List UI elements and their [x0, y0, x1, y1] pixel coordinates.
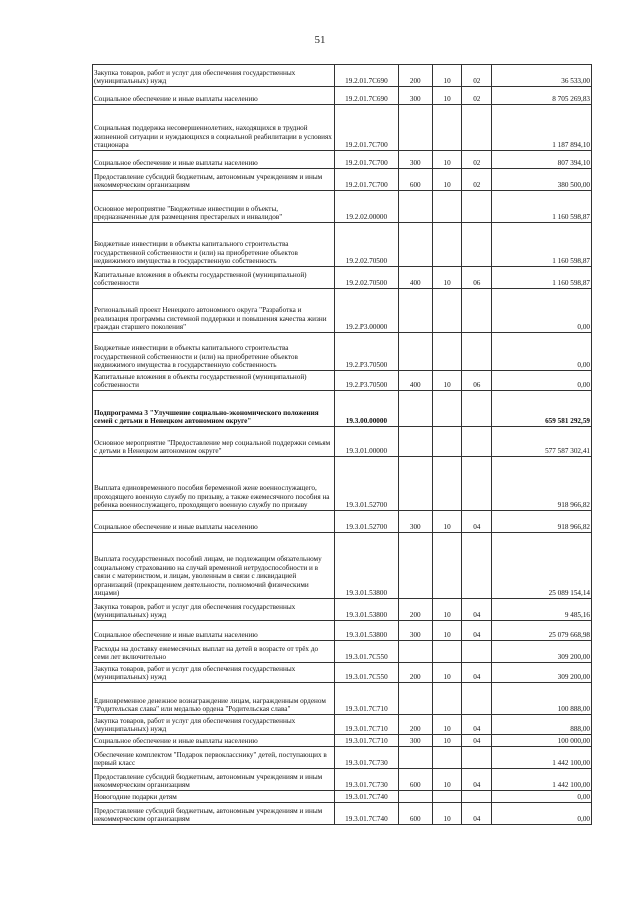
table-row [93, 169, 592, 191]
target-code-cell: 19.2.01.7С700 [335, 105, 399, 151]
target-code-cell: 19.2.01.7С700 [335, 169, 399, 191]
expense-name-cell: Выплата единовременного пособия беременной жене военнослужащего, проходящего военную службу по призыву, а также ежемесячного пособия на ребенка военнослужащего, проходящего военную службу по призыву [93, 457, 335, 511]
expense-name-cell: Закупка товаров, работ и услуг для обеспечения государственных (муниципальных) нужд [93, 599, 335, 621]
section-cell [432, 223, 462, 267]
amount-cell: 0,00 [492, 791, 592, 803]
expense-type-cell: 300 [398, 621, 432, 641]
expense-name-cell: Выплата государственных пособий лицам, не подлежащим обязательному социальному страхованию на случай временной нетрудоспособности и в связи с материнством, и лицам, уволенным в связи с ликвидацией организаций (прекращением деятельности, полномочий физическими лицами) [93, 533, 335, 599]
expense-type-cell: 300 [398, 735, 432, 747]
table-row [93, 371, 592, 391]
amount-cell: 1 160 598,87 [492, 191, 592, 223]
table-row [93, 747, 592, 769]
subsection-cell [462, 333, 492, 371]
subsection-cell: 02 [462, 151, 492, 169]
amount-cell: 25 089 154,14 [492, 533, 592, 599]
section-cell [432, 533, 462, 599]
table-row [93, 511, 592, 533]
target-code-cell: 19.3.01.7С710 [335, 683, 399, 715]
expense-type-cell: 600 [398, 169, 432, 191]
budget-table [92, 64, 592, 825]
expense-type-cell [398, 391, 432, 427]
amount-cell: 577 587 302,41 [492, 427, 592, 457]
section-cell: 10 [432, 663, 462, 683]
subsection-cell [462, 391, 492, 427]
table-row [93, 391, 592, 427]
subsection-cell [462, 791, 492, 803]
section-cell: 10 [432, 599, 462, 621]
amount-cell: 1 160 598,87 [492, 267, 592, 289]
subsection-cell: 06 [462, 371, 492, 391]
table-row [93, 641, 592, 663]
expense-name-cell: Социальное обеспечение и иные выплаты населению [93, 735, 335, 747]
expense-name-cell: Социальное обеспечение и иные выплаты населению [93, 87, 335, 105]
target-code-cell: 19.2.02.70500 [335, 223, 399, 267]
expense-type-cell: 200 [398, 65, 432, 87]
subsection-cell [462, 191, 492, 223]
section-cell: 10 [432, 715, 462, 735]
table-row [93, 457, 592, 511]
target-code-cell: 19.2.02.00000 [335, 191, 399, 223]
subsection-cell [462, 427, 492, 457]
expense-name-cell: Бюджетные инвестиции в объекты капитального строительства государственной собственности и (или) на приобретение объектов недвижимого имущества в государственную собственность [93, 333, 335, 371]
table-row [93, 87, 592, 105]
expense-type-cell [398, 333, 432, 371]
table-row [93, 191, 592, 223]
target-code-cell: 19.3.01.7С730 [335, 769, 399, 791]
subsection-cell [462, 289, 492, 333]
target-code-cell: 19.3.01.53800 [335, 533, 399, 599]
expense-name-cell: Закупка товаров, работ и услуг для обеспечения государственных (муниципальных) нужд [93, 663, 335, 683]
expense-type-cell [398, 427, 432, 457]
table-row [93, 427, 592, 457]
expense-name-cell: Социальное обеспечение и иные выплаты населению [93, 151, 335, 169]
expense-name-cell: Закупка товаров, работ и услуг для обеспечения государственных (муниципальных) нужд [93, 65, 335, 87]
section-cell [432, 457, 462, 511]
section-cell: 10 [432, 65, 462, 87]
expense-type-cell [398, 457, 432, 511]
expense-type-cell: 300 [398, 511, 432, 533]
table-row [93, 223, 592, 267]
target-code-cell: 19.2.02.70500 [335, 267, 399, 289]
amount-cell: 807 394,10 [492, 151, 592, 169]
subsection-cell: 04 [462, 715, 492, 735]
section-cell: 10 [432, 735, 462, 747]
target-code-cell: 19.3.01.7С710 [335, 715, 399, 735]
expense-type-cell [398, 105, 432, 151]
target-code-cell: 19.3.01.7С730 [335, 747, 399, 769]
table-row [93, 599, 592, 621]
amount-cell: 36 533,00 [492, 65, 592, 87]
amount-cell: 918 966,82 [492, 511, 592, 533]
expense-name-cell: Предоставление субсидий бюджетным, автономным учреждениям и иным некоммерческим организациям [93, 169, 335, 191]
target-code-cell: 19.2.P3.00000 [335, 289, 399, 333]
target-code-cell: 19.3.01.7С740 [335, 791, 399, 803]
subsection-cell: 04 [462, 511, 492, 533]
expense-name-cell: Капитальные вложения в объекты государственной (муниципальной) собственности [93, 267, 335, 289]
amount-cell: 309 200,00 [492, 641, 592, 663]
table-row [93, 289, 592, 333]
section-cell: 10 [432, 621, 462, 641]
target-code-cell: 19.3.01.52700 [335, 457, 399, 511]
section-cell: 10 [432, 769, 462, 791]
subsection-cell [462, 683, 492, 715]
expense-type-cell [398, 641, 432, 663]
expense-type-cell [398, 791, 432, 803]
table-row [93, 715, 592, 735]
expense-name-cell: Подпрограмма 3 "Улучшение социально-экономического положения семей с детьми в Ненецком автономном округе" [93, 391, 335, 427]
expense-type-cell: 300 [398, 87, 432, 105]
expense-type-cell: 200 [398, 663, 432, 683]
expense-name-cell: Предоставление субсидий бюджетным, автономным учреждениям и иным некоммерческим организациям [93, 803, 335, 825]
section-cell: 10 [432, 267, 462, 289]
expense-type-cell [398, 191, 432, 223]
table-row [93, 105, 592, 151]
amount-cell: 1 442 100,00 [492, 769, 592, 791]
target-code-cell: 19.2.01.7С700 [335, 151, 399, 169]
section-cell [432, 791, 462, 803]
page-number: 51 [314, 34, 326, 46]
expense-name-cell: Предоставление субсидий бюджетным, автономным учреждениям и иным некоммерческим организациям [93, 769, 335, 791]
amount-cell: 0,00 [492, 333, 592, 371]
subsection-cell [462, 533, 492, 599]
subsection-cell: 02 [462, 87, 492, 105]
amount-cell: 100 888,00 [492, 683, 592, 715]
amount-cell: 25 079 668,98 [492, 621, 592, 641]
table-row [93, 735, 592, 747]
section-cell [432, 683, 462, 715]
table-row [93, 65, 592, 87]
expense-type-cell: 200 [398, 599, 432, 621]
expense-type-cell [398, 533, 432, 599]
target-code-cell: 19.2.P3.70500 [335, 371, 399, 391]
target-code-cell: 19.2.P3.70500 [335, 333, 399, 371]
expense-name-cell: Обеспечение комплектом "Подарок первокласснику" детей, поступающих в первый класс [93, 747, 335, 769]
expense-name-cell: Социальная поддержка несовершеннолетних, находящихся в трудной жизненной ситуации и нуждающихся в социальной реабилитации в условиях стационара [93, 105, 335, 151]
subsection-cell: 04 [462, 663, 492, 683]
expense-type-cell: 300 [398, 151, 432, 169]
section-cell [432, 747, 462, 769]
expense-name-cell: Региональный проект Ненецкого автономного округа "Разработка и реализация программы системной поддержки и повышения качества жизни граждан старшего поколения" [93, 289, 335, 333]
section-cell [432, 333, 462, 371]
expense-name-cell: Единовременное денежное вознаграждение лицам, награжденным орденом "Родительская слава" или медалью ордена "Родительская слава" [93, 683, 335, 715]
expense-name-cell: Основное мероприятие "Бюджетные инвестиции в объекты, предназначенные для размещения престарелых и инвалидов" [93, 191, 335, 223]
section-cell: 10 [432, 371, 462, 391]
expense-type-cell [398, 223, 432, 267]
subsection-cell: 02 [462, 169, 492, 191]
expense-name-cell: Бюджетные инвестиции в объекты капитального строительства государственной собственности и (или) на приобретение объектов недвижимого имущества в государственную собственность [93, 223, 335, 267]
expense-name-cell: Новогодние подарки детям [93, 791, 335, 803]
amount-cell: 0,00 [492, 289, 592, 333]
target-code-cell: 19.3.00.00000 [335, 391, 399, 427]
expense-type-cell [398, 289, 432, 333]
amount-cell: 100 000,00 [492, 735, 592, 747]
amount-cell: 380 500,00 [492, 169, 592, 191]
expense-type-cell: 600 [398, 803, 432, 825]
subsection-cell: 02 [462, 65, 492, 87]
section-cell [432, 105, 462, 151]
table-row [93, 791, 592, 803]
target-code-cell: 19.3.01.00000 [335, 427, 399, 457]
expense-name-cell: Капитальные вложения в объекты государственной (муниципальной) собственности [93, 371, 335, 391]
amount-cell: 918 966,82 [492, 457, 592, 511]
amount-cell: 8 705 269,83 [492, 87, 592, 105]
budget-table-body [93, 65, 592, 825]
target-code-cell: 19.3.01.53800 [335, 621, 399, 641]
target-code-cell: 19.2.01.7С690 [335, 65, 399, 87]
expense-name-cell: Расходы на доставку ежемесячных выплат на детей в возрасте от трёх до семи лет включительно [93, 641, 335, 663]
target-code-cell: 19.3.01.53800 [335, 599, 399, 621]
expense-type-cell: 200 [398, 715, 432, 735]
section-cell [432, 427, 462, 457]
target-code-cell: 19.3.01.7С710 [335, 735, 399, 747]
target-code-cell: 19.2.01.7С690 [335, 87, 399, 105]
expense-type-cell: 400 [398, 267, 432, 289]
expense-name-cell: Социальное обеспечение и иные выплаты населению [93, 621, 335, 641]
expense-type-cell: 400 [398, 371, 432, 391]
subsection-cell: 06 [462, 267, 492, 289]
table-row [93, 683, 592, 715]
amount-cell: 1 160 598,87 [492, 223, 592, 267]
amount-cell: 1 187 894,10 [492, 105, 592, 151]
section-cell: 10 [432, 151, 462, 169]
expense-type-cell [398, 747, 432, 769]
amount-cell: 0,00 [492, 371, 592, 391]
section-cell: 10 [432, 87, 462, 105]
expense-type-cell [398, 683, 432, 715]
table-row [93, 533, 592, 599]
target-code-cell: 19.3.01.7С740 [335, 803, 399, 825]
section-cell [432, 191, 462, 223]
expense-name-cell: Основное мероприятие "Предоставление мер социальной поддержки семьям с детьми в Ненецком автономном округе" [93, 427, 335, 457]
subsection-cell: 04 [462, 735, 492, 747]
table-row [93, 333, 592, 371]
section-cell [432, 641, 462, 663]
section-cell: 10 [432, 803, 462, 825]
target-code-cell: 19.3.01.52700 [335, 511, 399, 533]
subsection-cell: 04 [462, 621, 492, 641]
table-row [93, 267, 592, 289]
section-cell: 10 [432, 511, 462, 533]
amount-cell: 0,00 [492, 803, 592, 825]
expense-name-cell: Социальное обеспечение и иные выплаты населению [93, 511, 335, 533]
table-row [93, 663, 592, 683]
amount-cell: 309 200,00 [492, 663, 592, 683]
expense-type-cell: 600 [398, 769, 432, 791]
amount-cell: 1 442 100,00 [492, 747, 592, 769]
section-cell [432, 289, 462, 333]
section-cell: 10 [432, 169, 462, 191]
target-code-cell: 19.3.01.7С550 [335, 663, 399, 683]
subsection-cell [462, 747, 492, 769]
subsection-cell: 04 [462, 769, 492, 791]
subsection-cell [462, 223, 492, 267]
amount-cell: 9 485,16 [492, 599, 592, 621]
subsection-cell [462, 641, 492, 663]
amount-cell: 659 581 292,59 [492, 391, 592, 427]
section-cell [432, 391, 462, 427]
table-row [93, 803, 592, 825]
expense-name-cell: Закупка товаров, работ и услуг для обеспечения государственных (муниципальных) нужд [93, 715, 335, 735]
subsection-cell [462, 457, 492, 511]
subsection-cell: 04 [462, 599, 492, 621]
table-row [93, 621, 592, 641]
target-code-cell: 19.3.01.7С550 [335, 641, 399, 663]
subsection-cell: 04 [462, 803, 492, 825]
subsection-cell [462, 105, 492, 151]
table-row [93, 151, 592, 169]
amount-cell: 888,00 [492, 715, 592, 735]
table-row [93, 769, 592, 791]
